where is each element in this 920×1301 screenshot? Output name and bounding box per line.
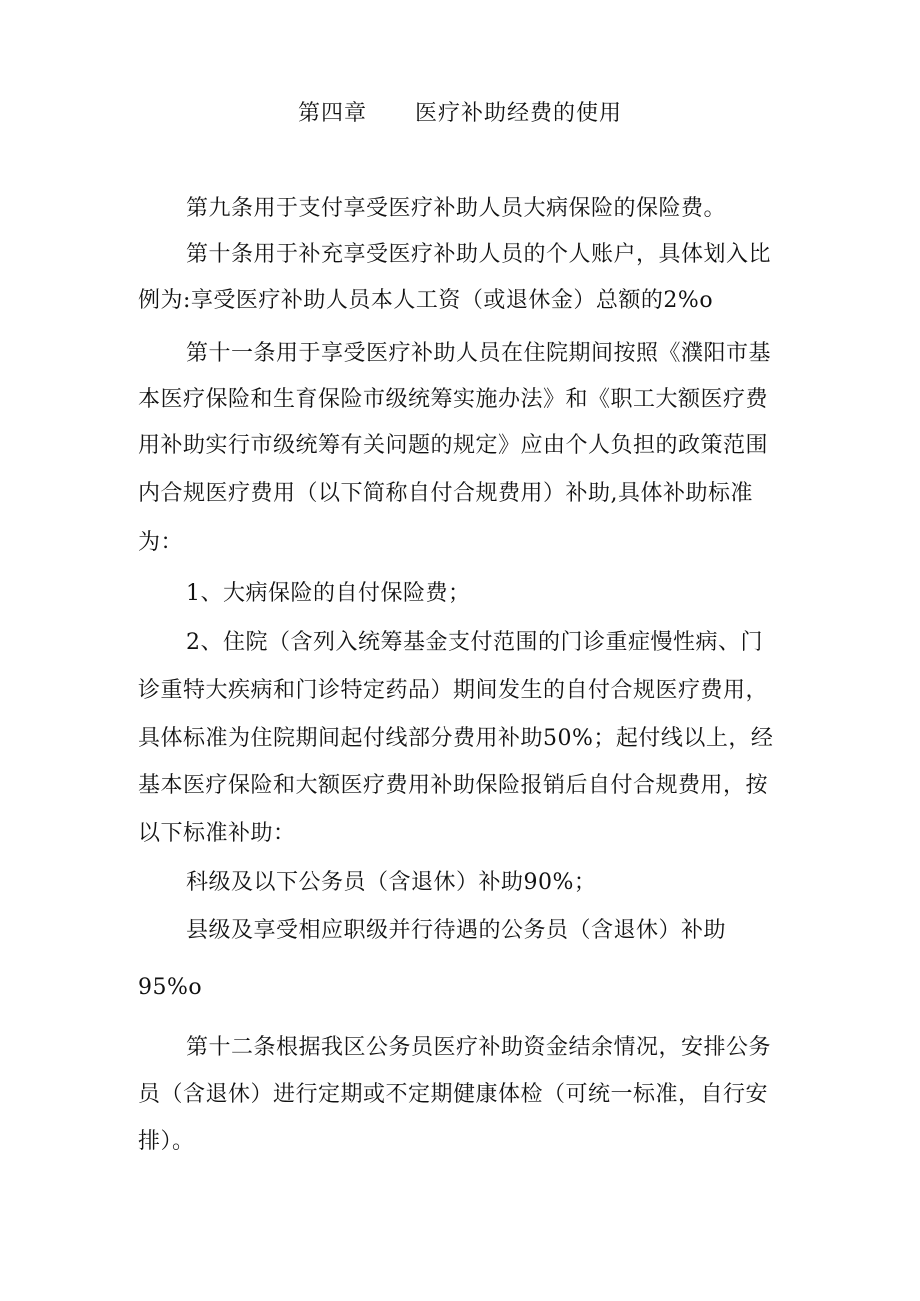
article-11-line-2: 本医疗保险和生育保险市级统筹实施办法》和《职工大额医疗费 [138, 387, 769, 412]
item-2-line-5: 以下标准补助： [138, 821, 296, 846]
article-11-line-1: 第十一条用于享受医疗补助人员在住院期间按照《濮阳市基 [186, 341, 772, 366]
chapter-number: 第四章 [297, 101, 367, 126]
article-9-line-1: 第九条用于支付享受医疗补助人员大病保险的保险费。 [186, 196, 727, 221]
chapter-heading [0, 96, 920, 127]
standard-section-level: 科级及以下公务员（含退休）补助90%； [186, 870, 597, 895]
article-12-line-2: 员（含退休）进行定期或不定期健康体检（可统一标准，自行安 [138, 1082, 769, 1107]
article-11-line-3: 用补助实行市级统筹有关问题的规定》应由个人负担的政策范围 [138, 433, 769, 458]
article-10-line-1: 第十条用于补充享受医疗补助人员的个人账户，具体划入比 [186, 242, 772, 267]
item-2-line-4: 基本医疗保险和大额医疗费用补助保险报销后自付合规费用，按 [138, 773, 769, 798]
article-11-line-4: 内合规医疗费用（以下简称自付合规费用）补助,具体补助标准 [138, 481, 753, 506]
article-10-line-2: 例为:享受医疗补助人员本人工资（或退休金）总额的2%o [138, 288, 714, 313]
item-2-line-3: 具体标准为住院期间起付线部分费用补助50%；起付线以上，经 [138, 726, 774, 751]
article-12-line-1: 第十二条根据我区公务员医疗补助资金结余情况，安排公务 [186, 1035, 772, 1060]
standard-county-level-line-1: 县级及享受相应职级并行待遇的公务员（含退休）补助 [186, 918, 727, 943]
item-2-line-2: 诊重特大疾病和门诊特定药品）期间发生的自付合规医疗费用， [138, 678, 769, 703]
standard-county-level-line-2: 95%o [138, 975, 203, 1000]
chapter-title: 医疗补助经费的使用 [415, 101, 623, 126]
item-1-line-1: 1、大病保险的自付保险费； [186, 581, 471, 606]
item-2-line-1: 2、住院（含列入统筹基金支付范围的门诊重症慢性病、门 [186, 630, 763, 655]
article-11-line-5: 为： [138, 530, 184, 555]
article-12-line-3: 排）。 [138, 1129, 195, 1154]
